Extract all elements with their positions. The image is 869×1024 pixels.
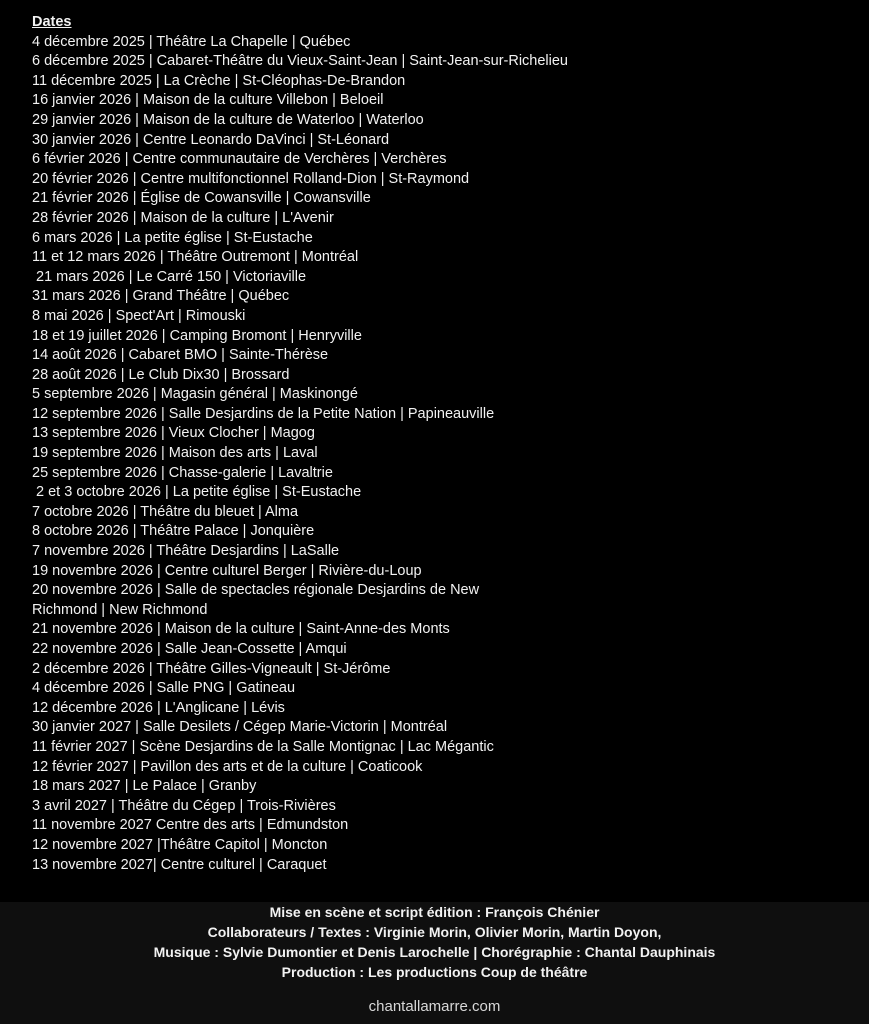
credits-block [0,902,869,982]
tour-date-line: 19 novembre 2026 | Centre culturel Berger | Rivière-du-Loup [32,562,422,579]
tour-date-line: 8 mai 2026 | Spect'Art | Rimouski [32,307,246,324]
tour-dates-section [32,13,852,875]
credit-line: Musique : Sylvie Dumontier et Denis Larochelle | Chorégraphie : Chantal Dauphinais [153,944,716,960]
tour-date-line: 29 janvier 2026 | Maison de la culture de Waterloo | Waterloo [32,111,424,128]
tour-date-line: 12 février 2027 | Pavillon des arts et de la culture | Coaticook [32,758,423,775]
tour-date-line: 4 décembre 2025 | Théâtre La Chapelle | Québec [32,33,351,50]
tour-date-line: 6 mars 2026 | La petite église | St-Eustache [32,229,313,246]
tour-date-line: 7 novembre 2026 | Théâtre Desjardins | LaSalle [32,543,340,560]
tour-date-line: 13 novembre 2027| Centre culturel | Caraquet [32,856,327,873]
credit-line: Production : Les productions Coup de théâtre [281,964,588,980]
tour-date-line: 4 décembre 2026 | Salle PNG | Gatineau [32,680,296,697]
tour-date-line: 2 décembre 2026 | Théâtre Gilles-Vigneault | St-Jérôme [32,660,391,677]
tour-date-line: 13 septembre 2026 | Vieux Clocher | Magog [32,425,315,442]
dates-heading: Dates [32,14,72,30]
tour-date-line: 30 janvier 2026 | Centre Leonardo DaVinci | St-Léonard [32,131,390,148]
tour-date-line: Richmond | New Richmond [32,601,208,618]
tour-date-line: 5 septembre 2026 | Magasin général | Maskinongé [32,386,358,403]
tour-date-line: 12 novembre 2027 |Théâtre Capitol | Moncton [32,836,328,853]
tour-date-line: 30 janvier 2027 | Salle Desilets / Cégep Marie-Victorin | Montréal [32,719,448,736]
tour-date-line: 28 février 2026 | Maison de la culture | L'Avenir [32,209,334,226]
credit-line: Mise en scène et script édition : François Chénier [269,904,600,920]
tour-date-line: 11 décembre 2025 | La Crèche | St-Cléophas-De-Brandon [32,72,406,89]
tour-date-line: 18 mars 2027 | Le Palace | Granby [32,778,257,795]
tour-date-line: 22 novembre 2026 | Salle Jean-Cossette | Amqui [32,641,347,657]
website-link[interactable]: chantallamarre.com [368,998,501,1015]
tour-date-line: 20 novembre 2026 | Salle de spectacles régionale Desjardins de New [32,582,480,599]
credits-panel [0,902,869,1024]
tour-date-line: 21 février 2026 | Église de Cowansville | Cowansville [32,190,371,207]
tour-date-line: 21 mars 2026 | Le Carré 150 | Victoriaville [32,268,307,285]
tour-date-line: 25 septembre 2026 | Chasse-galerie | Lavaltrie [32,464,333,481]
tour-date-line: 18 et 19 juillet 2026 | Camping Bromont | Henryville [32,327,362,344]
tour-date-line: 16 janvier 2026 | Maison de la culture Villebon | Beloeil [32,92,384,109]
tour-date-line: 20 février 2026 | Centre multifonctionnel Rolland-Dion | St-Raymond [32,170,470,187]
tour-date-line: 12 septembre 2026 | Salle Desjardins de la Petite Nation | Papineauville [32,405,495,422]
tour-date-line: 6 décembre 2025 | Cabaret-Théâtre du Vieux-Saint-Jean | Saint-Jean-sur-Richelieu [32,53,568,70]
tour-date-line: 3 avril 2027 | Théâtre du Cégep | Trois-Rivières [32,797,336,814]
tour-date-line: 28 août 2026 | Le Club Dix30 | Brossard [32,366,290,383]
tour-date-line: 19 septembre 2026 | Maison des arts | Laval [32,445,318,462]
tour-date-line: 14 août 2026 | Cabaret BMO | Sainte-Thérèse [32,347,329,364]
tour-dates-list [32,33,852,876]
tour-date-line: 11 novembre 2027 Centre des arts | Edmundston [32,817,349,834]
tour-date-line: 6 février 2026 | Centre communautaire de Verchères | Verchères [32,151,447,168]
tour-date-line: 12 décembre 2026 | L'Anglicane | Lévis [32,699,285,716]
tour-date-line: 2 et 3 octobre 2026 | La petite église | St-Eustache [32,484,362,501]
tour-date-line: 11 février 2027 | Scène Desjardins de la Salle Montignac | Lac Mégantic [32,738,494,755]
tour-date-line: 7 octobre 2026 | Théâtre du bleuet | Alma [32,503,299,520]
tour-date-line: 8 octobre 2026 | Théâtre Palace | Jonquière [32,523,315,540]
credit-line: Collaborateurs / Textes : Virginie Morin, Olivier Morin, Martin Doyon, [207,924,662,940]
tour-date-line: 21 novembre 2026 | Maison de la culture | Saint-Anne-des Monts [32,621,450,638]
tour-date-line: 11 et 12 mars 2026 | Théâtre Outremont | Montréal [32,249,359,266]
tour-date-line: 31 mars 2026 | Grand Théâtre | Québec [32,288,290,305]
